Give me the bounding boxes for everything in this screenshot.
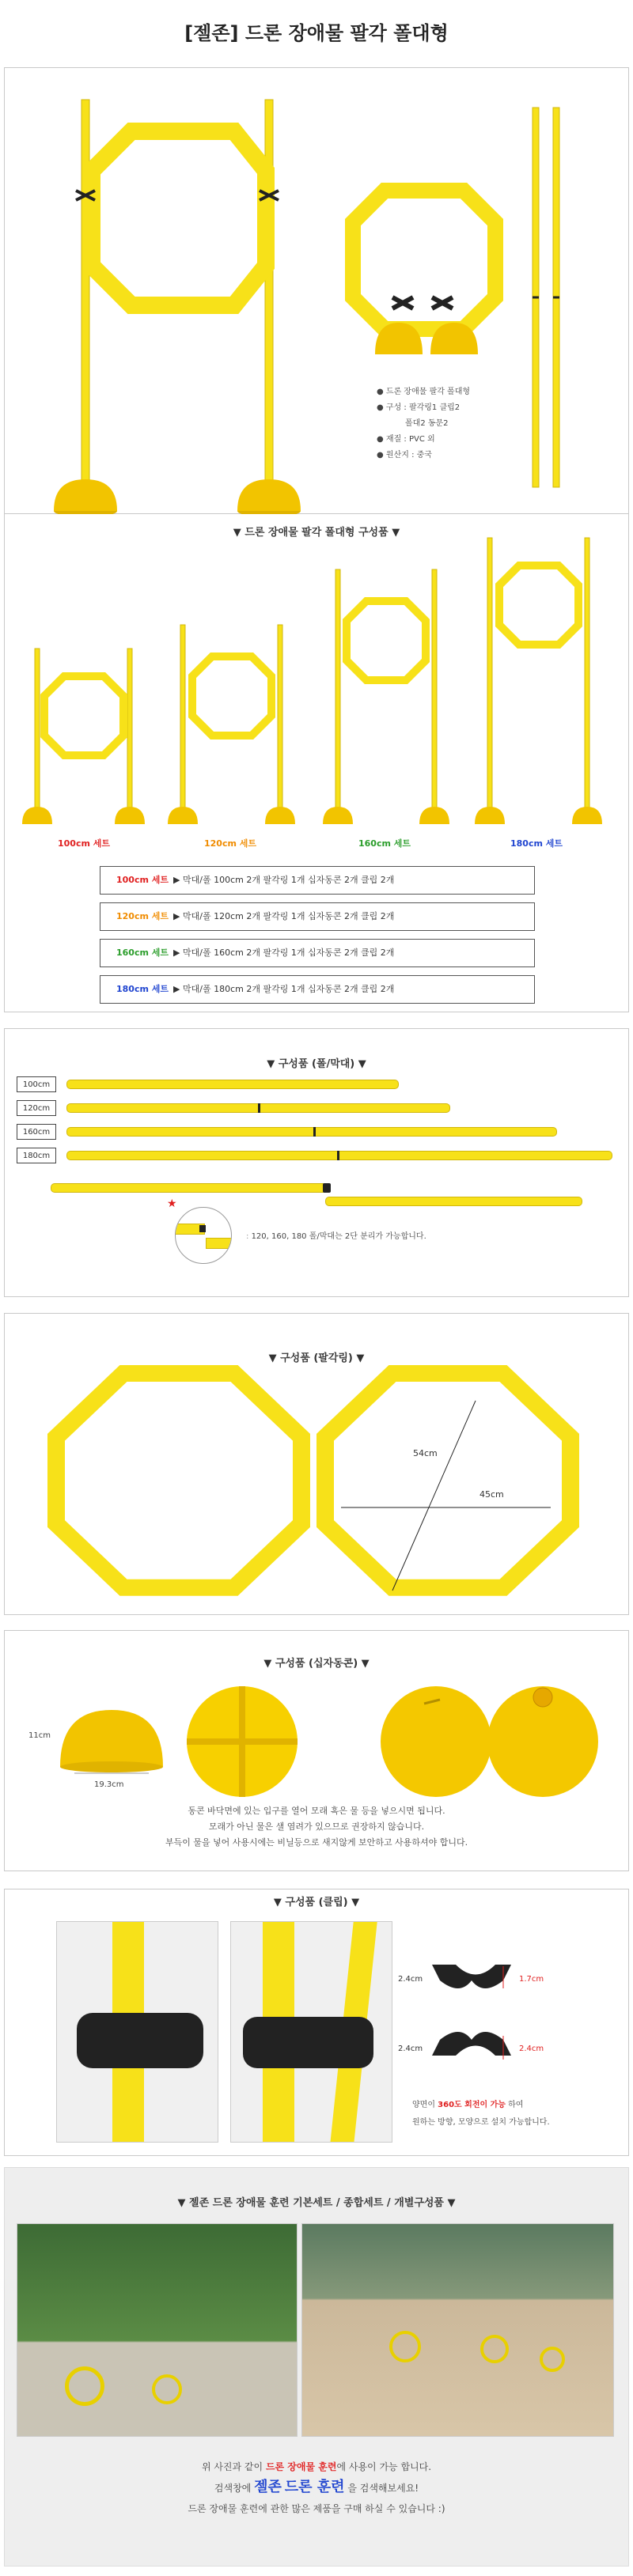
spec-item: ● 드론 장애물 팔각 폴대형	[377, 388, 471, 396]
pole-length-180: 180cm	[17, 1148, 56, 1163]
training-line2-post: 을 검색해보세요!	[344, 2483, 419, 2494]
pole-joint	[258, 1103, 260, 1113]
set-label-120: 120cm 세트	[203, 838, 257, 849]
spec-text: 재질 : PVC 외	[385, 435, 435, 444]
set-label-100: 100cm 세트	[57, 838, 111, 849]
ring-diag-label: 54cm	[413, 1448, 438, 1458]
poles-card	[4, 1028, 629, 1297]
pole-joint-detail	[175, 1207, 232, 1264]
pole-split-left	[51, 1183, 328, 1193]
spec-text: 드론 장애물 팔각 폴대형	[385, 388, 471, 396]
set-row-desc: ▶ 막대/폴 120cm 2개 팔각링 1개 십자동콘 2개 클립 2개	[173, 911, 395, 921]
cone-height-label: 11cm	[28, 1731, 51, 1740]
pole-length-160: 160cm	[17, 1124, 56, 1140]
spec-item: ● 구성 : 팔각링1 클립2	[377, 403, 461, 412]
spec-text: 폴대2 동문2	[405, 419, 449, 428]
training-line1-pre: 위 사진과 같이	[201, 2461, 266, 2472]
clip-note-line2: 원하는 방향, 모양으로 설치 가능합니다.	[412, 2118, 550, 2127]
pole-length-120: 120cm	[17, 1100, 56, 1116]
intro-card	[4, 67, 629, 514]
ring-width-label: 45cm	[479, 1489, 504, 1500]
clip-note-post: 하여	[505, 2101, 524, 2109]
set-row-desc: ▶ 막대/폴 160cm 2개 팔각링 1개 십자동콘 2개 클립 2개	[173, 948, 395, 958]
set-row-180	[100, 975, 535, 1004]
set-label-160: 160cm 세트	[358, 838, 411, 849]
training-photo-forest	[17, 2223, 298, 2437]
ring-illustration	[5, 1314, 630, 1616]
ring-card	[4, 1313, 629, 1615]
spec-text: 원산지 : 중국	[385, 451, 432, 460]
set-row-100	[100, 866, 535, 895]
clip-dim-label: 1.7cm	[519, 1975, 544, 1984]
clip-note-pre: 양면이	[412, 2101, 438, 2109]
pole-180	[66, 1151, 612, 1160]
clip-note	[412, 2097, 550, 2132]
set-row-160	[100, 939, 535, 967]
training-line3: 드론 장애물 훈련에 관한 많은 제품을 구매 하실 수 있습니다 :)	[188, 2503, 445, 2514]
spec-list	[377, 384, 551, 463]
training-photo-sand	[301, 2223, 614, 2437]
training-card	[4, 2167, 629, 2567]
search-keyword-training: 드론 훈련	[284, 2479, 345, 2495]
training-section-title: ▼ 젤존 드론 장애물 훈련 기본세트 / 종합세트 / 개별구성품 ▼	[177, 2197, 456, 2209]
spec-item	[377, 416, 551, 432]
set-row-desc: ▶ 막대/폴 100cm 2개 팔각링 1개 십자동콘 2개 클립 2개	[173, 875, 395, 885]
page-title: [젤존] 드론 장애물 팔각 폴대형	[184, 22, 449, 44]
training-line1-post: 에 사용이 가능 합니다.	[336, 2461, 432, 2472]
set-row-size: 120cm 세트	[116, 911, 169, 921]
training-line2-pre: 검색창에	[214, 2483, 255, 2494]
spec-item: ● 재질 : PVC 외	[377, 435, 435, 444]
set-row-size: 100cm 세트	[116, 875, 169, 885]
pole-split-right	[325, 1197, 582, 1206]
set-label-180: 180cm 세트	[510, 838, 563, 849]
search-keyword-brand: 젤존	[254, 2479, 282, 2495]
clip-dimension-diagram	[432, 1949, 551, 2083]
training-line1-highlight: 드론 장애물 훈련	[265, 2461, 337, 2472]
sets-section-title: ▼ 드론 장애물 팔각 폴대형 구성품 ▼	[233, 527, 400, 539]
cone-desc-line: 부득이 물을 넣어 사용시에는 비닐등으로 새지않게 보안하고 사용하셔야 합니다.	[165, 1837, 468, 1848]
cone-section-title: ▼ 구성품 (십자동콘) ▼	[263, 1658, 370, 1670]
clip-dim-label: 2.4cm	[398, 1975, 423, 1984]
clip-card	[4, 1889, 629, 2156]
clip-photo-1	[56, 1921, 218, 2143]
pole-100	[66, 1080, 399, 1089]
pole-joint	[313, 1127, 316, 1137]
poles-note-text: 120, 160, 180 폴/막대는 2단 분리가 가능합니다.	[251, 1232, 426, 1241]
cone-card	[4, 1630, 629, 1871]
set-row-size: 160cm 세트	[116, 948, 169, 958]
set-row-120	[100, 902, 535, 931]
poles-section-title: ▼ 구성품 (폴/막대) ▼	[267, 1058, 366, 1070]
poles-note: : 120, 160, 180 폴/막대는 2단 분리가 가능합니다.	[246, 1232, 426, 1241]
star-icon: ★	[167, 1197, 177, 1210]
spec-text: 구성 : 팔각링1 클립2	[385, 403, 461, 412]
sets-illustration	[5, 514, 630, 830]
spec-item: ● 원산지 : 중국	[377, 451, 432, 460]
clip-dim-label: 2.4cm	[398, 2045, 423, 2053]
cone-desc-line: 모래가 아닌 물은 샐 염려가 있으므로 권장하지 않습니다.	[208, 1821, 425, 1832]
pole-split-tip	[323, 1183, 331, 1193]
set-row-desc: ▶ 막대/폴 180cm 2개 팔각링 1개 십자동콘 2개 클립 2개	[173, 984, 395, 994]
sets-card	[4, 514, 629, 1012]
cone-diameter-label: 19.3cm	[94, 1780, 124, 1789]
set-row-size: 180cm 세트	[116, 984, 169, 994]
pole-length-100: 100cm	[17, 1076, 56, 1092]
clip-photo-2	[230, 1921, 392, 2143]
cone-desc-line: 동콘 바닥면에 있는 입구를 열어 모래 혹은 물 등을 넣으시면 됩니다.	[188, 1806, 445, 1816]
cone-desc	[5, 1803, 628, 1851]
pole-160	[66, 1127, 557, 1137]
clip-dim-label: 2.4cm	[519, 2045, 544, 2053]
ring-section-title: ▼ 구성품 (팔각링) ▼	[268, 1352, 365, 1364]
clip-note-highlight: 360도 회전이 가능	[438, 2101, 506, 2109]
pole-joint	[337, 1151, 339, 1160]
clip-section-title: ▼ 구성품 (클립) ▼	[273, 1897, 360, 1908]
training-desc	[5, 2457, 628, 2519]
